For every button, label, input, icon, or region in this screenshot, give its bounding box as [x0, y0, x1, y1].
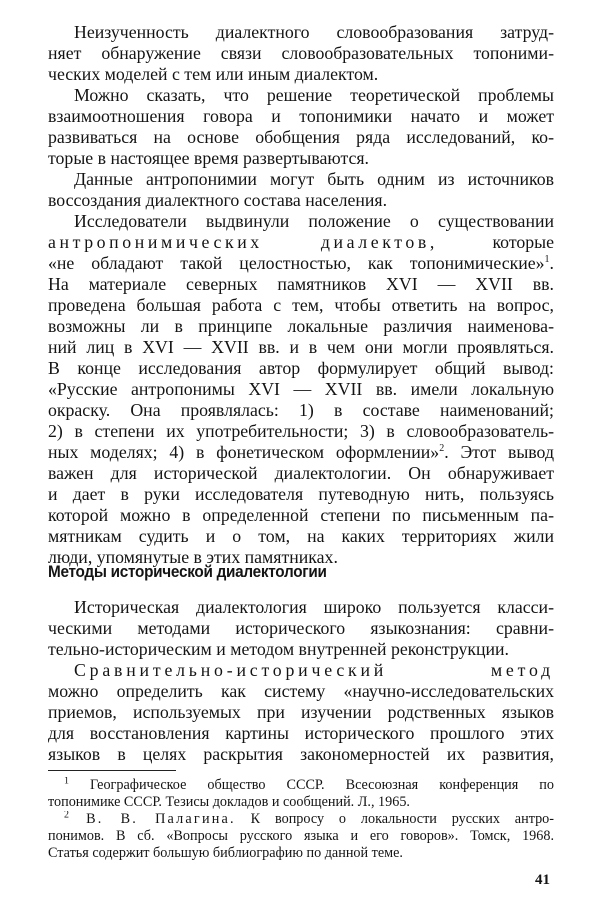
footnote-ref: 2: [439, 443, 445, 455]
text-line: можно определить как систему «научно-исследовательских: [48, 681, 554, 701]
text-line: важен для исторической диалектологии. Он обнаруживает: [48, 463, 554, 483]
footnote-line: понимов. В сб. «Вопросы русского языка и его говоров». Томск, 1968.: [48, 828, 554, 844]
text-line: [48, 442, 554, 463]
line-fragment: .: [549, 253, 554, 273]
text-line: мятникам судить и о том, на каких территориях жили: [48, 526, 554, 546]
text-line: [48, 232, 554, 253]
text-line: [48, 253, 554, 274]
text-line: окраску. Она проявлялась: 1) в составе наименований;: [48, 400, 554, 420]
text-line: люди, упомянутые в этих памятниках.: [48, 547, 338, 567]
text-line: для восстановления картины исторического прошлого этих: [48, 723, 554, 743]
footnote-ref: 1: [544, 254, 550, 266]
text-line: Неизученность диалектного словообразования затруд-: [74, 22, 554, 42]
text-line: взаимоотношения говора и топонимики начато и может: [48, 106, 554, 126]
footnote-line: [64, 777, 554, 794]
section-heading: Методы исторической диалектологии: [48, 562, 327, 581]
text-line: ний лиц в XVI — XVII вв. и в чем они могли проявляться.: [48, 337, 554, 357]
text-line: На материале северных памятников XVI — XVII вв.: [48, 274, 554, 294]
line-fragment: К вопросу о локальности русских антро-: [235, 811, 554, 827]
text-line: торые в настоящее время развертываются.: [48, 148, 369, 168]
line-fragment: ных моделях; 4) в фонетическом оформлении»: [48, 442, 440, 462]
text-line: воссоздания диалектного состава населения.: [48, 190, 388, 210]
footnote-line: топонимике СССР. Тезисы докладов и сообщений. Л., 1965.: [48, 794, 410, 810]
text-line: тельно-историческим и методом внутренней реконструкции.: [48, 639, 509, 659]
line-fragment: которые: [437, 232, 554, 252]
text-line: Историческая диалектология широко пользуется класси-: [74, 597, 554, 617]
footnote-number: 2: [64, 811, 69, 821]
text-line: Можно сказать, что решение теоретической проблемы: [74, 85, 554, 105]
text-line: приемов, используемых при изучении родственных языков: [48, 702, 554, 722]
line-fragment: . Этот вывод: [444, 442, 554, 462]
footnote-line: Статья содержит большую библиографию по данной теме.: [48, 845, 403, 861]
text-line: «Русские антропонимы XVI — XVII вв. имели локальную: [48, 379, 554, 399]
page-number: 41: [535, 872, 550, 888]
text-line: которой можно в определенной степени по письменным па-: [48, 505, 554, 525]
footnote-author: В. В. Палагина.: [69, 811, 236, 827]
text-line: проведена большая работа с тем, чтобы ответить на вопрос,: [48, 295, 554, 315]
text-line: развиваться на основе обобщения ряда исследований, ко-: [48, 127, 554, 147]
text-line: языков в целях раскрытия закономерностей их развития,: [48, 744, 554, 764]
text-line: 2) в степени их употребительности; 3) в словообразователь-: [48, 421, 554, 441]
text-line: Данные антропонимии могут быть одним из источников: [74, 169, 554, 189]
spaced-term: Сравнительно-исторический метод: [74, 660, 554, 680]
line-fragment: Географическое общество СССР. Всесоюзная конференция по: [69, 777, 554, 793]
text-line: ческими методами исторического языкознания: сравни-: [48, 618, 554, 638]
line-fragment: «не обладают такой целостностью, как топонимические»: [48, 253, 545, 273]
text-line: няет обнаружение связи словообразовательных топоними-: [48, 43, 554, 63]
text-line: возможны ли в принципе локальные различия наименова-: [48, 316, 554, 336]
text-line: ческих моделей с тем или иным диалектом.: [48, 64, 379, 84]
footnote-line: [64, 811, 554, 828]
text-line: и дает в руки исследователя путеводную нить, пользуясь: [48, 484, 554, 504]
footnote-number: 1: [64, 777, 69, 787]
footnote-divider: [48, 770, 176, 771]
spaced-term: антропонимических диалектов,: [48, 232, 438, 252]
text-line: В конце исследования автор формулирует общий вывод:: [48, 358, 554, 378]
text-line: Исследователи выдвинули положение о существовании: [74, 211, 554, 231]
